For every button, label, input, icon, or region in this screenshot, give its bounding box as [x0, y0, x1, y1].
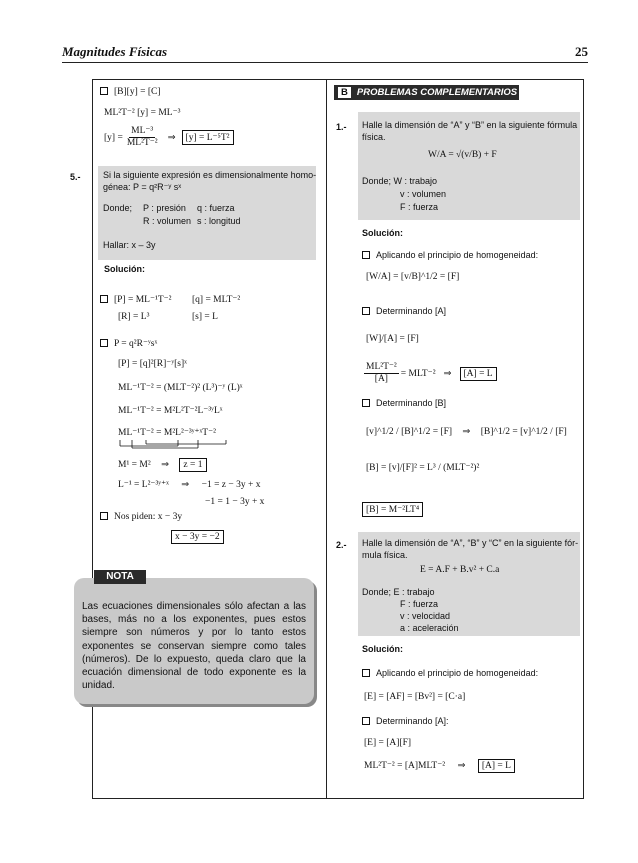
- result-box-b: [B] = M⁻²LT⁴: [362, 502, 423, 517]
- dim-q: [q] = MLT⁻²: [192, 295, 241, 305]
- eq-line-2: ML²T⁻² [y] = ML⁻³: [104, 108, 181, 118]
- step-determine-b: Determinando [B]: [362, 398, 446, 408]
- problem-2-number: 2.-: [336, 540, 347, 550]
- checkbox-icon: [100, 512, 108, 520]
- nos-piden: Nos piden: x − 3y: [100, 512, 182, 522]
- arrow-icon: ⇒: [181, 480, 190, 490]
- section-title: PROBLEMAS COMPLEMENTARIOS: [356, 87, 518, 98]
- checkbox-icon: [100, 87, 108, 95]
- eq3-denominator: ML²T⁻²: [126, 138, 158, 148]
- var-v: v : volumen: [400, 189, 447, 199]
- eq-grouped: ML⁻¹T⁻² = M²L²⁻³ʸ⁺ˣT⁻²: [118, 428, 216, 438]
- eq-line-1: [B][y] = [C]: [100, 87, 161, 97]
- arrow-icon: ⇒: [457, 761, 466, 771]
- problem-5-donde: Donde;: [103, 203, 133, 213]
- var-f2: F : fuerza: [400, 599, 439, 609]
- page-number: 25: [575, 44, 588, 59]
- eq-v-over-b: [v]^1/2 / [B]^1/2 = [F] ⇒ [B]^1/2 = [v]^1/2 / [F]: [366, 427, 567, 437]
- eq3-lhs: [y] =: [104, 132, 123, 143]
- problem-2-statement-1: Halle la dimensión de “A”, “B” y “C” en la siguiente fór-: [362, 538, 579, 548]
- eq3-numerator: ML⁻³: [131, 126, 154, 136]
- problem-1-statement-1: Halle la dimensión de “A” y “B” en la siguiente fórmula: [362, 120, 578, 130]
- checkbox-icon: [362, 717, 370, 725]
- final-answer-box: x − 3y = −2: [171, 530, 224, 544]
- eq-p-formula: P = q²R⁻ʸsˣ: [100, 338, 157, 349]
- var-a2: a : aceleración: [400, 623, 459, 633]
- checkbox-icon: [362, 669, 370, 677]
- var-v2: v : velocidad: [400, 611, 451, 621]
- result-box-a: [A] = L: [460, 367, 497, 381]
- eq-a-rhs: = MLT⁻²: [400, 369, 436, 379]
- base-matching-arrows: [118, 438, 238, 450]
- eq-e-af: [E] = [A][F]: [364, 738, 412, 748]
- var-s: s : longitud: [197, 216, 241, 226]
- var-f: F : fuerza: [400, 202, 439, 212]
- note-box: Las ecuaciones dimensionales sólo afectan a las bases, más no a los exponentes, pues estos siempre son números y por lo tanto estos exponentes se conservan siempre como tales (números). De lo expuesto, queda claro que la ecuación dimensional de todo exponente es la unidad.: [74, 578, 314, 704]
- problem-2-formula: E = A.F + B.v² + C.a: [420, 565, 500, 575]
- section-banner: [334, 85, 519, 100]
- step-determine-a: Determinando [A]: [362, 306, 446, 316]
- eq-a-numerator: ML²T⁻²: [366, 362, 397, 372]
- section-letter: B: [338, 87, 351, 98]
- eq-solve-a: [362, 362, 497, 385]
- eq-solve-a-2: ML²T⁻² = [A]MLT⁻² ⇒ [A] = L: [364, 760, 515, 771]
- result-box-z: z = 1: [179, 458, 206, 472]
- checkbox-icon: [100, 339, 108, 347]
- note-tag: NOTA: [94, 570, 146, 584]
- arrow-icon: ⇒: [167, 133, 176, 143]
- problem-2-donde: Donde; E : trabajo: [362, 587, 435, 597]
- checkbox-icon: [362, 251, 370, 259]
- checkbox-icon: [100, 295, 108, 303]
- checkbox-icon: [362, 307, 370, 315]
- header-rule: [62, 62, 588, 63]
- eq-line-3: [104, 126, 234, 149]
- dim-s: [s] = L: [192, 312, 218, 322]
- var-p: P : presión: [143, 203, 186, 213]
- eq-l-substituted: −1 = 1 − 3y + x: [205, 497, 265, 507]
- var-r: R : volumen: [143, 216, 192, 226]
- problem-1-donde: Donde; W : trabajo: [362, 176, 438, 186]
- result-box-y: [y] = L⁻⁵T²: [182, 130, 234, 145]
- eq-l-compare: L⁻¹ = L²⁻³ʸ⁺ˣ ⇒ −1 = z − 3y + x: [118, 480, 261, 490]
- dim-r: [R] = L³: [118, 312, 150, 322]
- problem-2-statement-2: mula física.: [362, 550, 408, 560]
- eq-substituted: ML⁻¹T⁻² = (MLT⁻²)² (L³)⁻ʸ (L)ˣ: [118, 383, 243, 393]
- column-divider: [326, 79, 327, 799]
- result-box-a-2: [A] = L: [478, 759, 515, 773]
- eq-solve-b: [B] = [v]/[F]² = L³ / (MLT⁻²)²: [366, 463, 480, 473]
- arrow-icon: ⇒: [443, 369, 452, 379]
- eq-homogeneity-2: [E] = [AF] = [Bv²] = [C·a]: [364, 692, 466, 702]
- solution-heading: Solución:: [104, 264, 145, 274]
- eq-w-over-a: [W]/[A] = [F]: [366, 334, 419, 344]
- step-homogeneity-2: Aplicando el principio de homogeneidad:: [362, 668, 538, 678]
- running-header-title: Magnitudes Físicas: [62, 44, 168, 59]
- dim-p: [P] = ML⁻¹T⁻²: [100, 294, 172, 305]
- checkbox-icon: [362, 399, 370, 407]
- problem-5-number: 5.-: [70, 172, 81, 182]
- problem-5-statement-2: génea: P = q²R⁻ʸ sˣ: [103, 182, 182, 192]
- eq-a-denominator: [A]: [374, 374, 388, 384]
- problem-1-statement-2: física.: [362, 132, 386, 142]
- eq-expanded: ML⁻¹T⁻² = M²L²T⁻²L⁻³ʸLˣ: [118, 406, 223, 416]
- arrow-icon: ⇒: [462, 427, 471, 437]
- eq-dim-formula: [P] = [q]²[R]⁻ʸ[s]ˣ: [118, 359, 187, 369]
- step-determine-a-2: Determinando [A]:: [362, 716, 449, 726]
- problem-5-statement-1: Si la siguiente expresión es dimensionalmente homo-: [103, 170, 317, 180]
- var-q: q : fuerza: [197, 203, 235, 213]
- solution-heading-2: Solución:: [362, 644, 403, 654]
- solution-heading-1: Solución:: [362, 228, 403, 238]
- arrow-icon: ⇒: [161, 460, 170, 470]
- eq-homogeneity: [W/A] = [v/B]^1/2 = [F]: [366, 272, 460, 282]
- problem-1-number: 1.-: [336, 122, 347, 132]
- step-homogeneity: Aplicando el principio de homogeneidad:: [362, 250, 538, 260]
- eq-m-compare: M¹ = M² ⇒ z = 1: [118, 459, 207, 470]
- problem-5-hallar: Hallar: x – 3y: [103, 240, 156, 250]
- problem-1-formula: W/A = √(v/B) + F: [428, 150, 497, 160]
